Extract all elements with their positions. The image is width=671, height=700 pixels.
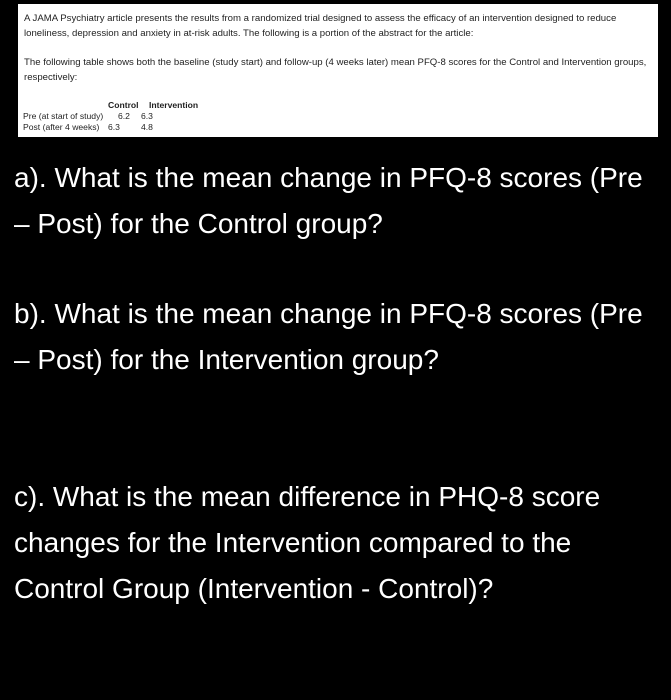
intervention-value: 4.8 xyxy=(141,122,153,132)
question-c: c). What is the mean difference in PHQ-8 score changes for the Intervention compared to the Control Group (Intervention - Control)? xyxy=(14,481,601,604)
header-intervention: Intervention xyxy=(149,100,199,110)
row-label: Pre (at start of study) xyxy=(23,111,104,121)
header-control: Control xyxy=(108,100,139,110)
abstract-excerpt xyxy=(18,4,658,137)
question-a: a). What is the mean change in PFQ-8 scores (Pre – Post) for the Control group? xyxy=(14,162,643,239)
question-b: b). What is the mean change in PFQ-8 scores (Pre – Post) for the Intervention group? xyxy=(14,298,643,375)
row-label: Post (after 4 weeks) xyxy=(23,122,100,132)
control-value: 6.2 xyxy=(118,111,130,121)
intro-paragraph: A JAMA Psychiatry article presents the results from a randomized trial designed to assess the efficacy of an intervention designed to reduce loneliness, depression and anxiety in at-risk adults. The following is a portion of the abstract for the article: xyxy=(24,13,617,39)
intervention-value: 6.3 xyxy=(141,111,153,121)
table-description: The following table shows both the baseline (study start) and follow-up (4 weeks later) mean PFQ-8 scores for the Control and Intervention groups, respectively: xyxy=(24,57,647,83)
control-value: 6.3 xyxy=(108,122,120,132)
